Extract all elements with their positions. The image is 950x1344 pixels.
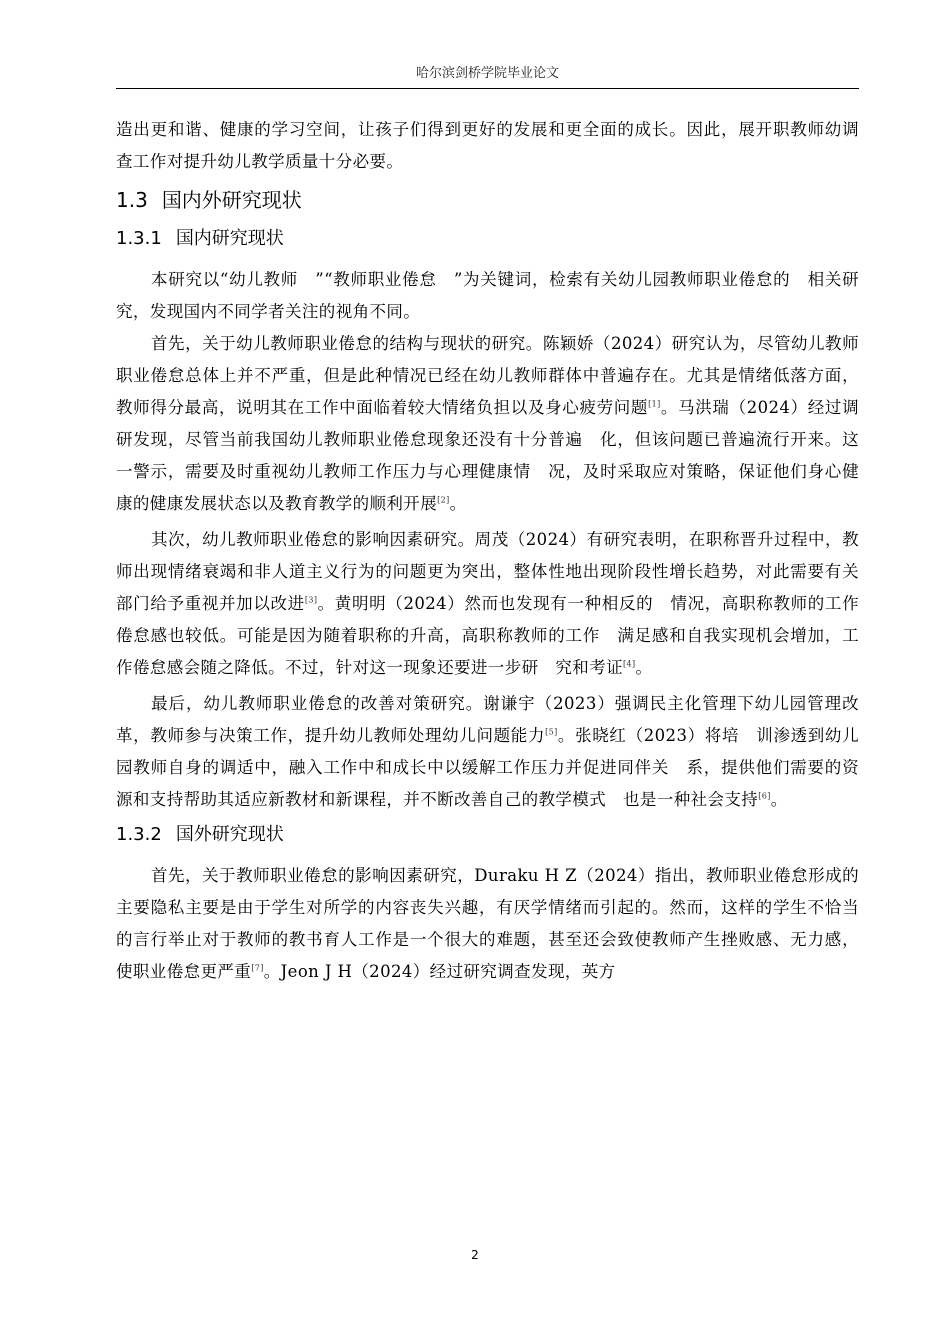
section-number: 1.3 [116,188,148,212]
text-run: 。 [770,790,788,809]
citation-ref-7: [7] [251,963,264,973]
citation-ref-5: [5] [545,727,558,737]
running-header: 哈尔滨剑桥学院毕业论文 [415,66,559,81]
subsection-title: 国外研究现状 [175,824,284,845]
paragraph-keywords: 本研究以“幼儿教师 ”“教师职业倦怠 ”为关键词，检索有关幼儿园教师职业倦怠的 相关研究，发现国内不同学者关注的视角不同。 [116,270,859,321]
text-run: 。马洪瑞（2024）经过调研发现，尽管当前我国幼儿教师职业倦怠现象还没有十分普遍 化，但该问题已普遍流行开来。这一警示，需要及时重视幼儿教师工作压力与心理健康情 况，及时采取应对策略，保证他们身心健康的健康发展状态以及教育教学的顺利开展 [116,398,859,513]
text-run: 。张晓红（2023）将培 训渗透到幼儿园教师自身的调适中，融入工作中和成长中以缓解工作压力并促进同伴关 系，提供他们需要的资源和支持帮助其适应新教材和新课程，并不断改善自己的教学模式 也是一种社会支持 [116,726,860,809]
citation-ref-2: [2] [437,495,450,505]
text-run: 首先，关于教师职业倦怠的影响因素研究，Duraku H Z（2024）指出，教师职业倦怠形成的主要隐私主要是由于学生对所学的内容丧失兴趣，有厌学情绪而引起的。然而，这样的学生不恰当的言行举止对于教师的教书育人工作是一个很大的难题，甚至还会致使教师产生挫败感、无力感，使职业倦怠更严重 [116,866,859,981]
subsection-number: 1.3.1 [116,228,162,249]
section-title: 国内外研究现状 [161,188,302,212]
text-run: 。 [449,494,467,513]
citation-ref-1: [1] [648,399,661,409]
paragraph-foreign-research [116,860,859,988]
paragraph-influencing-factors [116,524,859,684]
subsection-title: 国内研究现状 [175,228,284,249]
text-run: 最后，幼儿教师职业倦怠的改善对策研究。谢谦宇（2023）强调民主化管理下幼儿园管理改革，教师参与决策工作，提升幼儿教师处理幼儿问题能力 [116,694,859,745]
header-divider [116,88,859,89]
paragraph-countermeasures [116,688,859,816]
section-heading-1-3 [116,186,859,214]
text-run: 。 [635,658,653,677]
citation-ref-6: [6] [758,791,771,801]
text-run: 。Jeon J H（2024）经过研究调查发现，英方 [263,962,616,981]
subsection-number: 1.3.2 [116,824,162,845]
subsection-heading-1-3-1 [116,226,859,252]
page-body [116,114,859,988]
citation-ref-4: [4] [623,659,636,669]
text-run: 其次，幼儿教师职业倦怠的影响因素研究。周茂（2024）有研究表明，在职称晋升过程中，教师出现情绪衰竭和非人道主义行为的问题更为突出，整体性地出现阶段性增长趋势，对此需要有关部门给予重视并加以改进 [116,530,859,613]
page-number: 2 [471,1248,479,1262]
subsection-heading-1-3-2 [116,822,859,848]
citation-ref-3: [3] [304,595,318,605]
paragraph-structure-status [116,328,859,520]
text-run: 首先，关于幼儿教师职业倦怠的结构与现状的研究。陈颖娇（2024）研究认为，尽管幼儿教师职业倦怠总体上并不严重，但是此种情况已经在幼儿教师群体中普遍存在。尤其是情绪低落方面，教师得分最高，说明其在工作中面临着较大情绪负担以及身心疲劳问题 [116,334,859,417]
paragraph-intro-continued: 造出更和谐、健康的学习空间，让孩子们得到更好的发展和更全面的成长。因此，展开职教师幼调查工作对提升幼儿教学质量十分必要。 [116,120,859,171]
text-run: 。黄明明（2024）然而也发现有一种相反的 情况，高职称教师的工作倦怠感也较低。可能是因为随着职称的升高，高职称教师的工作 满足感和自我实现机会增加，工作倦怠感会随之降低。不过，针对这一现象还要进一步研 究和考证 [116,594,859,677]
